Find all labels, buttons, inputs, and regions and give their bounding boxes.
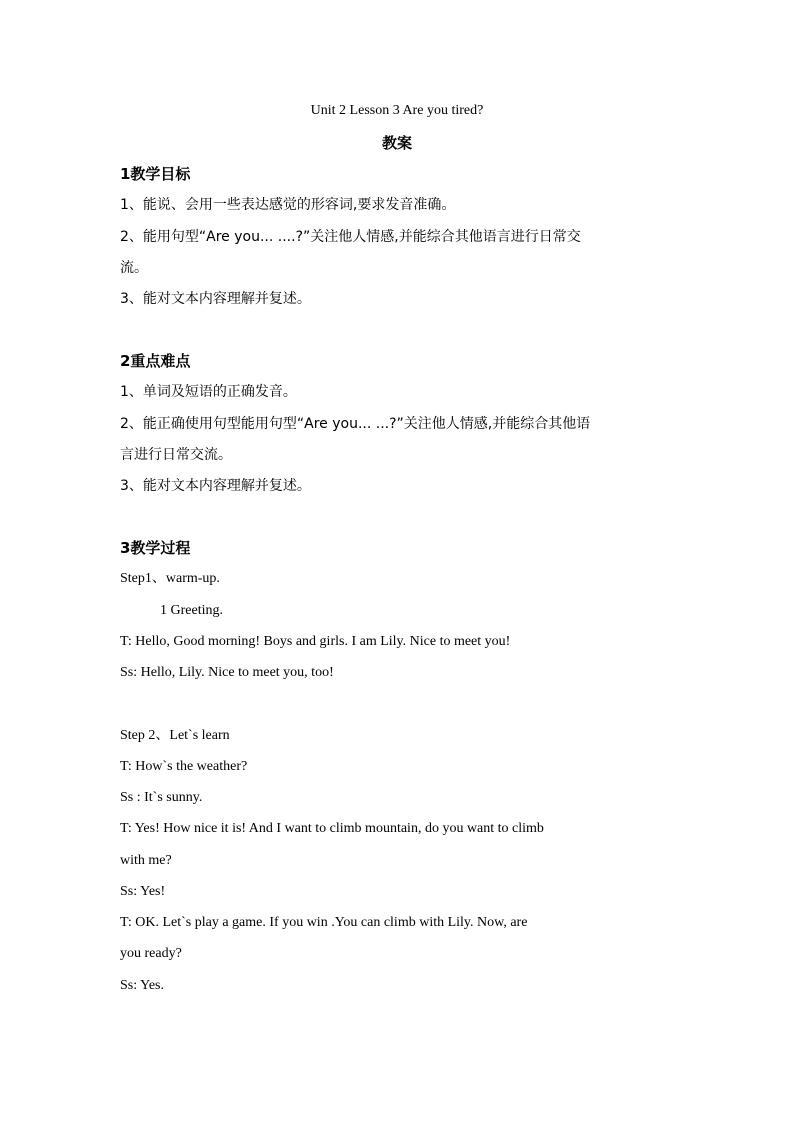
document-title: Unit 2 Lesson 3 Are you tired? (310, 103, 484, 118)
process-line: Step1、warm-up. (120, 571, 220, 586)
objective-line: 2、能用句型“Are you... ....?”关注他人情感,并能综合其他语言进行日常交 (120, 229, 581, 245)
process-line: Step 2、Let`s learn (120, 728, 230, 743)
process-line: T: Hello, Good morning! Boys and girls. I am Lily. Nice to meet you! (120, 634, 511, 649)
section-heading-key-points: 2重点难点 (120, 352, 191, 370)
key-point-line: 1、单词及短语的正确发音。 (120, 384, 297, 400)
objective-line: 流。 (120, 260, 148, 276)
process-line: you ready? (120, 946, 182, 961)
section-heading-objectives: 1教学目标 (120, 165, 191, 183)
section-heading-process: 3教学过程 (120, 539, 191, 557)
process-line: Ss: Hello, Lily. Nice to meet you, too! (120, 665, 334, 680)
objective-line: 3、能对文本内容理解并复述。 (120, 291, 311, 307)
process-line: Ss : It`s sunny. (120, 790, 203, 805)
key-point-line: 2、能正确使用句型能用句型“Are you... ...?”关注他人情感,并能综合其他语 (120, 416, 591, 432)
process-line: 1 Greeting. (160, 603, 223, 618)
key-point-line: 言进行日常交流。 (120, 447, 232, 463)
document-subtitle: 教案 (381, 134, 412, 152)
process-line: T: OK. Let`s play a game. If you win .You can climb with Lily. Now, are (120, 915, 528, 930)
key-point-line: 3、能对文本内容理解并复述。 (120, 478, 311, 494)
objective-line: 1、能说、会用一些表达感觉的形容词,要求发音准确。 (120, 197, 456, 213)
process-line: T: How`s the weather? (120, 759, 248, 774)
process-line: Ss: Yes. (120, 978, 164, 993)
process-line: Ss: Yes! (120, 884, 166, 899)
process-line: with me? (120, 853, 172, 868)
process-line: T: Yes! How nice it is! And I want to climb mountain, do you want to climb (120, 821, 544, 836)
